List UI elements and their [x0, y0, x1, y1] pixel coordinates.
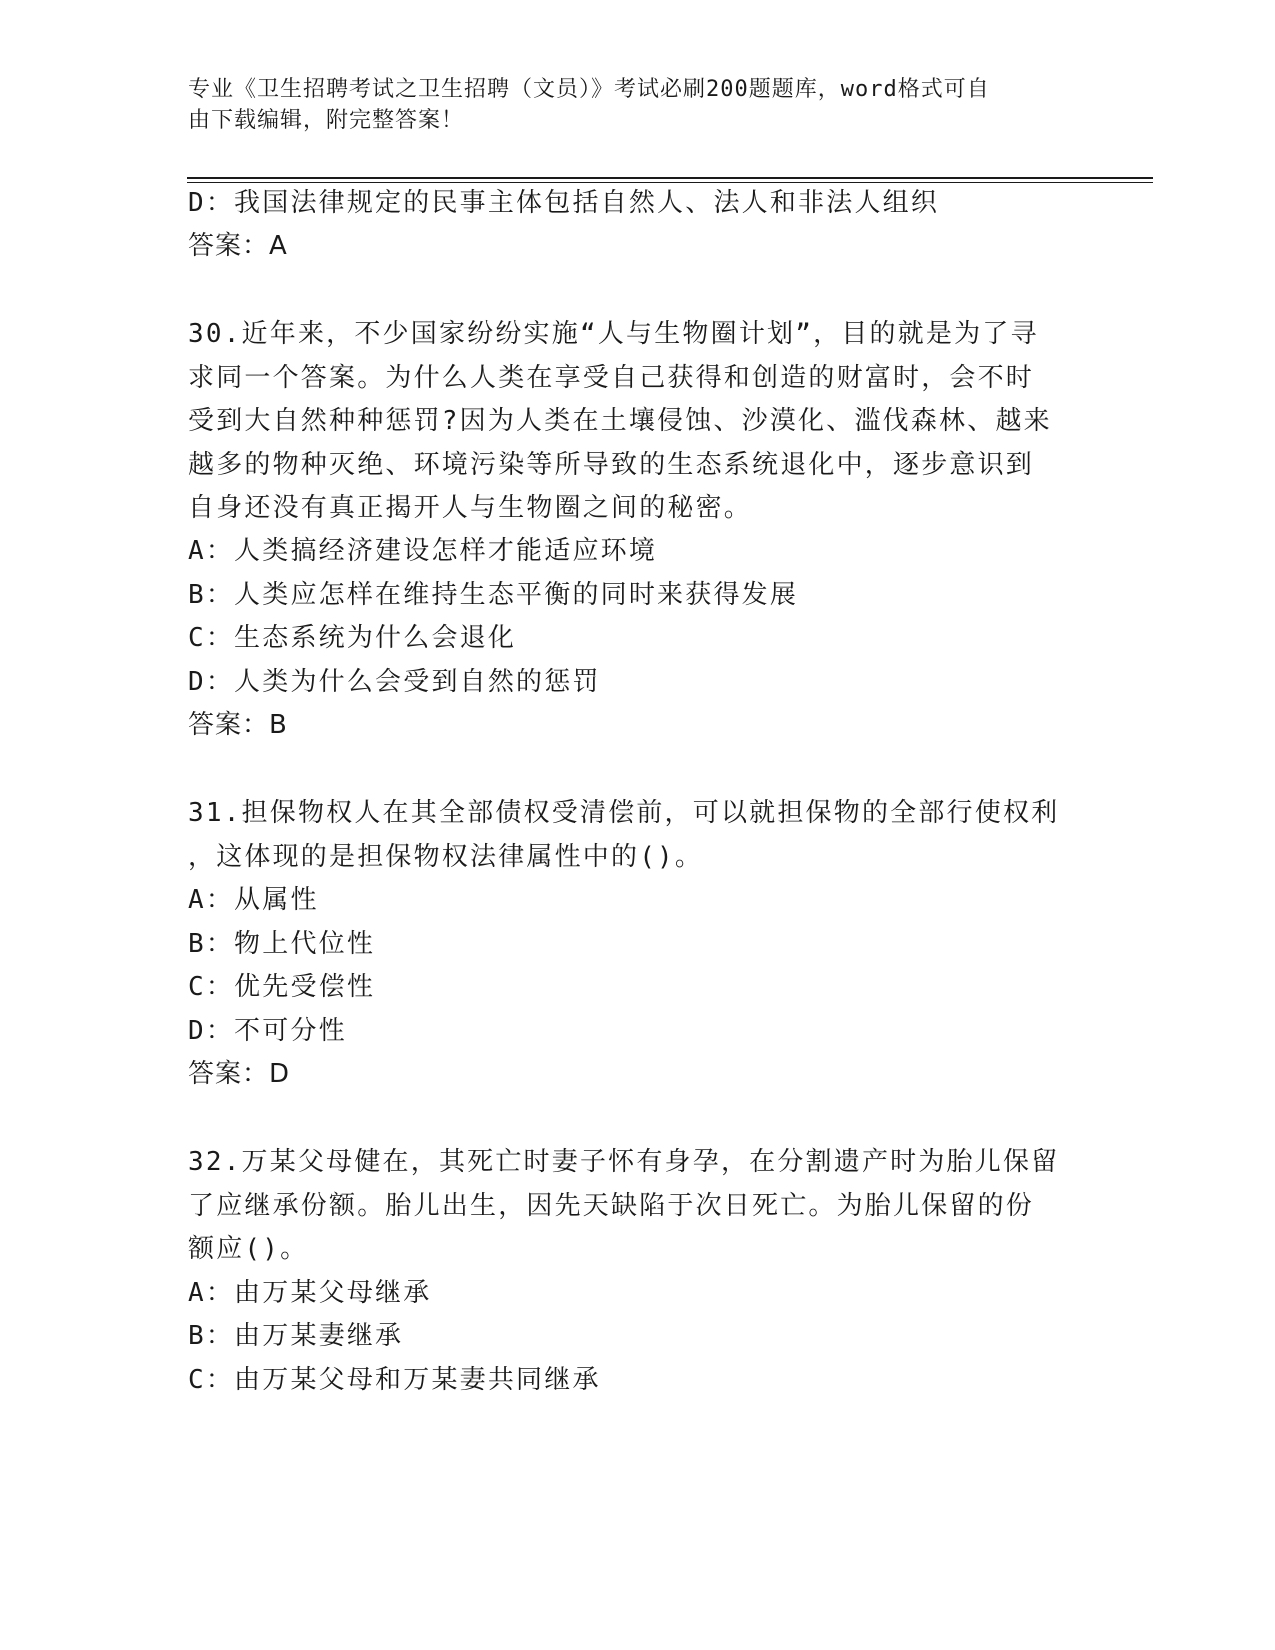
- q31-answer: 答案：D: [188, 1059, 291, 1089]
- q31-stem-line-1: 31.担保物权人在其全部债权受清偿前，可以就担保物的全部行使权利: [188, 798, 1060, 828]
- q30-option-b: B：人类应怎样在维持生态平衡的同时来获得发展: [188, 580, 799, 610]
- document-header: [188, 74, 1068, 136]
- q32-option-c: C：由万某父母和万某妻共同继承: [188, 1365, 601, 1395]
- q30-stem-line-5: 自身还没有真正揭开人与生物圈之间的秘密。: [188, 493, 753, 523]
- q31-option-d: D：不可分性: [188, 1016, 347, 1046]
- q30-option-d: D：人类为什么会受到自然的惩罚: [188, 667, 601, 697]
- q30-option-c: C：生态系统为什么会退化: [188, 623, 517, 653]
- q30-stem-line-2: 求同一个答案。为什么人类在享受自己获得和创造的财富时，会不时: [188, 363, 1035, 393]
- q30-answer: 答案：B: [188, 710, 288, 740]
- header-divider-thin: [187, 182, 1153, 183]
- q32-option-a: A：由万某父母继承: [188, 1278, 432, 1308]
- q30-stem-line-3: 受到大自然种种惩罚?因为人类在土壤侵蚀、沙漠化、滥伐森林、越来: [188, 406, 1052, 436]
- prev-option-d: D：我国法律规定的民事主体包括自然人、法人和非法人组织: [188, 188, 940, 218]
- prev-answer: 答案：A: [188, 231, 288, 261]
- q31-option-a: A：从属性: [188, 885, 319, 915]
- q30-option-a: A：人类搞经济建设怎样才能适应环境: [188, 536, 658, 566]
- header-divider-thick: [187, 177, 1153, 179]
- q32-option-b: B：由万某妻继承: [188, 1321, 404, 1351]
- header-line-1: 专业《卫生招聘考试之卫生招聘（文员）》考试必刷200题题库，word格式可自: [188, 77, 990, 102]
- q31-option-c: C：优先受偿性: [188, 972, 376, 1002]
- q31-stem-line-2: ，这体现的是担保物权法律属性中的()。: [188, 842, 704, 872]
- q32-stem-line-2: 了应继承份额。胎儿出生，因先天缺陷于次日死亡。为胎儿保留的份: [188, 1191, 1035, 1221]
- q30-stem-line-4: 越多的物种灭绝、环境污染等所导致的生态系统退化中，逐步意识到: [188, 450, 1035, 480]
- q32-stem-line-3: 额应()。: [188, 1234, 309, 1264]
- header-line-2: 由下载编辑，附完整答案！: [188, 108, 465, 133]
- q32-stem-line-1: 32.万某父母健在，其死亡时妻子怀有身孕，在分割遗产时为胎儿保留: [188, 1147, 1060, 1177]
- q31-option-b: B：物上代位性: [188, 929, 376, 959]
- q30-stem-line-1: 30.近年来，不少国家纷纷实施“人与生物圈计划”，目的就是为了寻: [188, 319, 1039, 349]
